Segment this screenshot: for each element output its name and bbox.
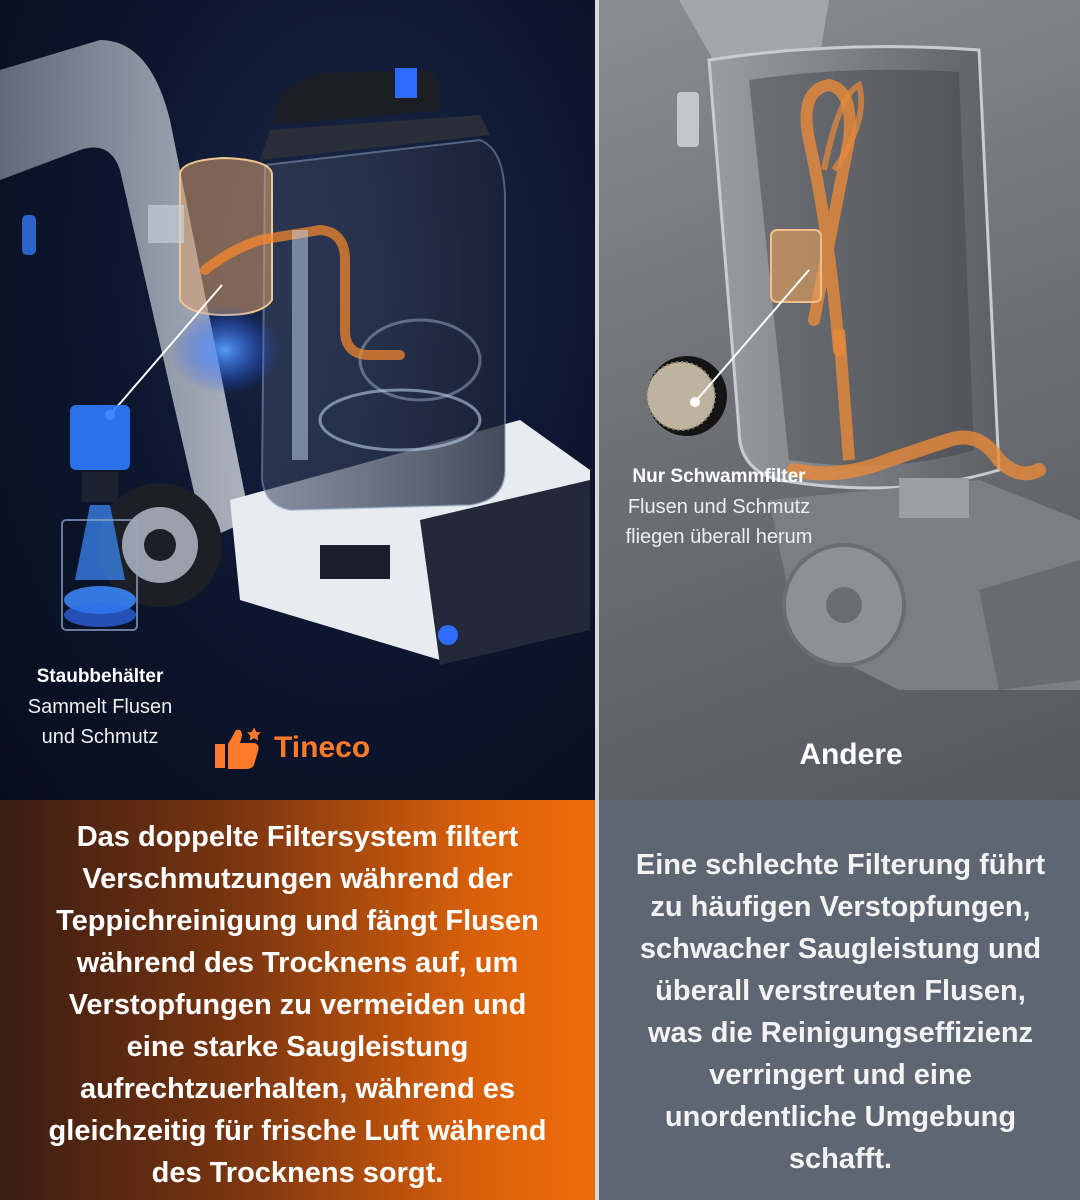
sponge-filter-line-2: fliegen überall herum (625, 526, 813, 548)
sponge-filter-title: Nur Schwammfilter (632, 466, 806, 487)
dust-container-line-2: und Schmutz (41, 726, 159, 748)
tineco-panel (0, 0, 595, 800)
dust-container-title: Staubbehälter (36, 666, 164, 687)
competitor-description: Eine schlechte Filterung führt zu häufigen Verstopfungen, schwacher Saugleistung und überall verstreuten Flusen, was die Reinigungseffizienz verringert und eine unordentliche Umgebung schafft. (635, 849, 1046, 1175)
tineco-description: Das doppelte Filtersystem filtert Verschmutzungen während der Teppichreinigung und fängt Flusen während des Trocknens auf, um Verstopfungen zu vermeiden und eine starke Saugleistung aufrechtzuerhalten, während es gleichzeitig für frische Luft während des Trocknens sorgt. (48, 821, 547, 1189)
tineco-brand (212, 724, 370, 772)
brand-name: Tineco (274, 731, 371, 764)
competitor-description-panel (599, 800, 1080, 1200)
sponge-filter-line-1: Flusen und Schmutz (627, 496, 811, 518)
sponge-filter-caption (599, 462, 839, 552)
competitor-panel (599, 0, 1080, 800)
competitor-label: Andere (799, 738, 903, 771)
dust-container-line-1: Sammelt Flusen (27, 696, 173, 718)
star-icon (246, 726, 262, 742)
tineco-description-panel (0, 800, 595, 1200)
dust-container-caption (10, 662, 190, 752)
competitor-vacuum-illustration (599, 0, 1080, 800)
thumbs-up-icon (212, 724, 264, 772)
